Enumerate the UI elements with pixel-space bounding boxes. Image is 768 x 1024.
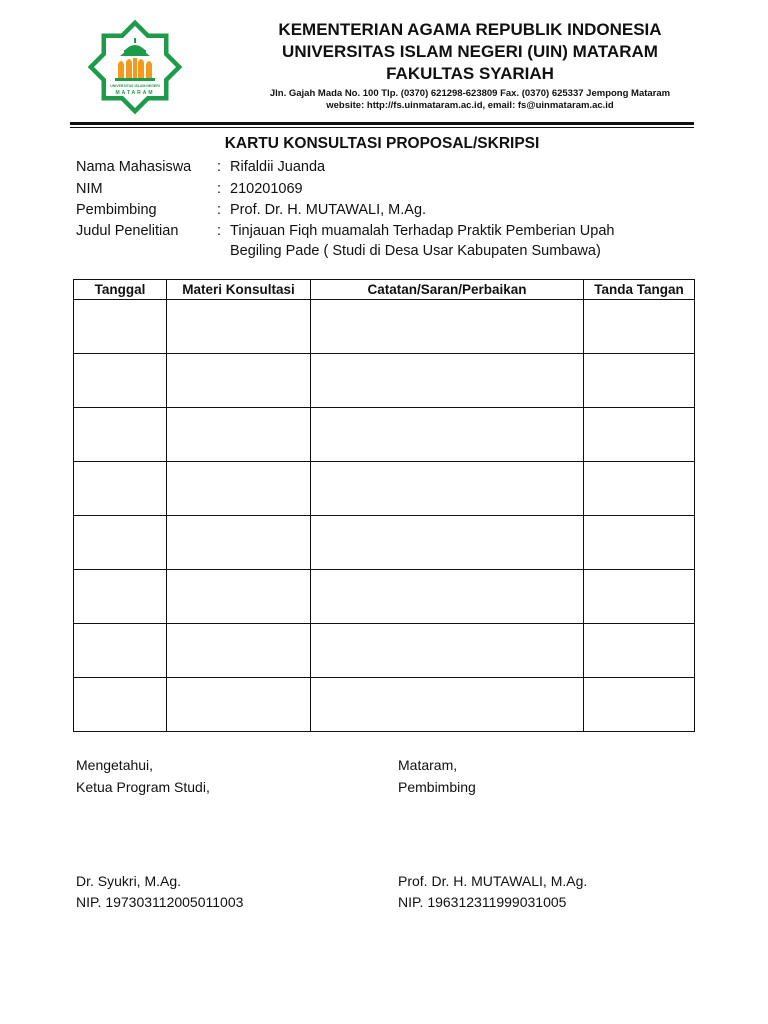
table-cell xyxy=(311,408,584,462)
header-ministry: KEMENTERIAN AGAMA REPUBLIK INDONESIA xyxy=(278,20,662,39)
table-cell xyxy=(311,516,584,570)
header-faculty: FAKULTAS SYARIAH xyxy=(386,64,554,83)
table-cell xyxy=(584,462,695,516)
table-cell xyxy=(311,462,584,516)
header-address: Jln. Gajah Mada No. 100 Tlp. (0370) 621298-623809 Fax. (0370) 625337 Jempong Mataram xyxy=(269,88,671,99)
field-value: Tinjauan Fiqh muamalah Terhadap Praktik Pemberian Upah xyxy=(230,223,615,239)
header-materi-konsultasi: Materi Konsultasi xyxy=(167,280,311,300)
table-cell xyxy=(74,462,167,516)
logo-text-bottom: MATARAM xyxy=(115,90,155,96)
table-cell xyxy=(584,300,695,354)
table-row xyxy=(74,408,695,462)
table-cell xyxy=(311,300,584,354)
table-cell xyxy=(167,300,311,354)
table-row xyxy=(74,300,695,354)
table-cell xyxy=(74,570,167,624)
header-divider-thin xyxy=(70,127,694,128)
table-cell xyxy=(74,516,167,570)
table-cell xyxy=(74,300,167,354)
table-cell xyxy=(311,354,584,408)
sig-left-line1: Mengetahui, xyxy=(76,757,154,773)
table-row xyxy=(74,624,695,678)
logo-text-top: UNIVERSITAS ISLAM NEGERI xyxy=(110,84,160,88)
header-tanda-tangan: Tanda Tangan xyxy=(584,280,695,300)
table-cell xyxy=(584,354,695,408)
table-cell xyxy=(167,408,311,462)
header-contact: website: http://fs.uinmataram.ac.id, email: fs@uinmataram.ac.id xyxy=(326,100,614,111)
table-cell xyxy=(584,678,695,732)
sig-left-line2: Ketua Program Studi, xyxy=(76,779,210,795)
table-cell xyxy=(74,408,167,462)
field-label: Nama Mahasiswa xyxy=(76,159,192,175)
field-colon: : xyxy=(217,159,222,175)
table-row xyxy=(74,462,695,516)
field-colon: : xyxy=(217,181,222,197)
table-cell xyxy=(584,516,695,570)
table-cell xyxy=(167,624,311,678)
table-row xyxy=(74,678,695,732)
table-cell xyxy=(167,570,311,624)
table-cell xyxy=(311,624,584,678)
field-colon: : xyxy=(217,223,222,239)
table-header-row xyxy=(74,280,695,300)
sig-left-nip: NIP. 197303112005011003 xyxy=(76,894,244,910)
table-body xyxy=(74,300,695,732)
table-cell xyxy=(311,570,584,624)
sig-right-line1: Mataram, xyxy=(398,757,458,773)
table-cell xyxy=(584,624,695,678)
consultation-table xyxy=(73,279,695,732)
table-row xyxy=(74,516,695,570)
field-label: NIM xyxy=(76,181,103,197)
uin-mataram-logo xyxy=(84,16,186,118)
table-cell xyxy=(167,354,311,408)
table-cell xyxy=(74,624,167,678)
table-row xyxy=(74,354,695,408)
header-divider-thick xyxy=(70,122,694,125)
field-label: Pembimbing xyxy=(76,202,157,218)
header-tanggal: Tanggal xyxy=(74,280,167,300)
sig-right-name: Prof. Dr. H. MUTAWALI, M.Ag. xyxy=(398,873,588,889)
table-cell xyxy=(167,516,311,570)
table-cell xyxy=(311,678,584,732)
sig-left-name: Dr. Syukri, M.Ag. xyxy=(76,873,182,889)
field-colon: : xyxy=(217,202,222,218)
header-catatan: Catatan/Saran/Perbaikan xyxy=(311,280,584,300)
table-cell xyxy=(167,678,311,732)
table-row xyxy=(74,570,695,624)
table-cell xyxy=(584,570,695,624)
sig-right-nip: NIP. 196312311999031005 xyxy=(398,894,567,910)
field-value: Rifaldii Juanda xyxy=(230,159,326,175)
header-university: UNIVERSITAS ISLAM NEGERI (UIN) MATARAM xyxy=(282,42,658,61)
field-value-line2: Begiling Pade ( Studi di Desa Usar Kabupaten Sumbawa) xyxy=(230,243,601,259)
sig-right-line2: Pembimbing xyxy=(398,779,476,795)
table-cell xyxy=(74,678,167,732)
table-cell xyxy=(167,462,311,516)
table-cell xyxy=(584,408,695,462)
field-value: 210201069 xyxy=(230,181,303,197)
table-cell xyxy=(74,354,167,408)
field-label: Judul Penelitian xyxy=(76,223,179,239)
field-value: Prof. Dr. H. MUTAWALI, M.Ag. xyxy=(230,202,427,218)
form-title: KARTU KONSULTASI PROPOSAL/SKRIPSI xyxy=(224,135,540,152)
